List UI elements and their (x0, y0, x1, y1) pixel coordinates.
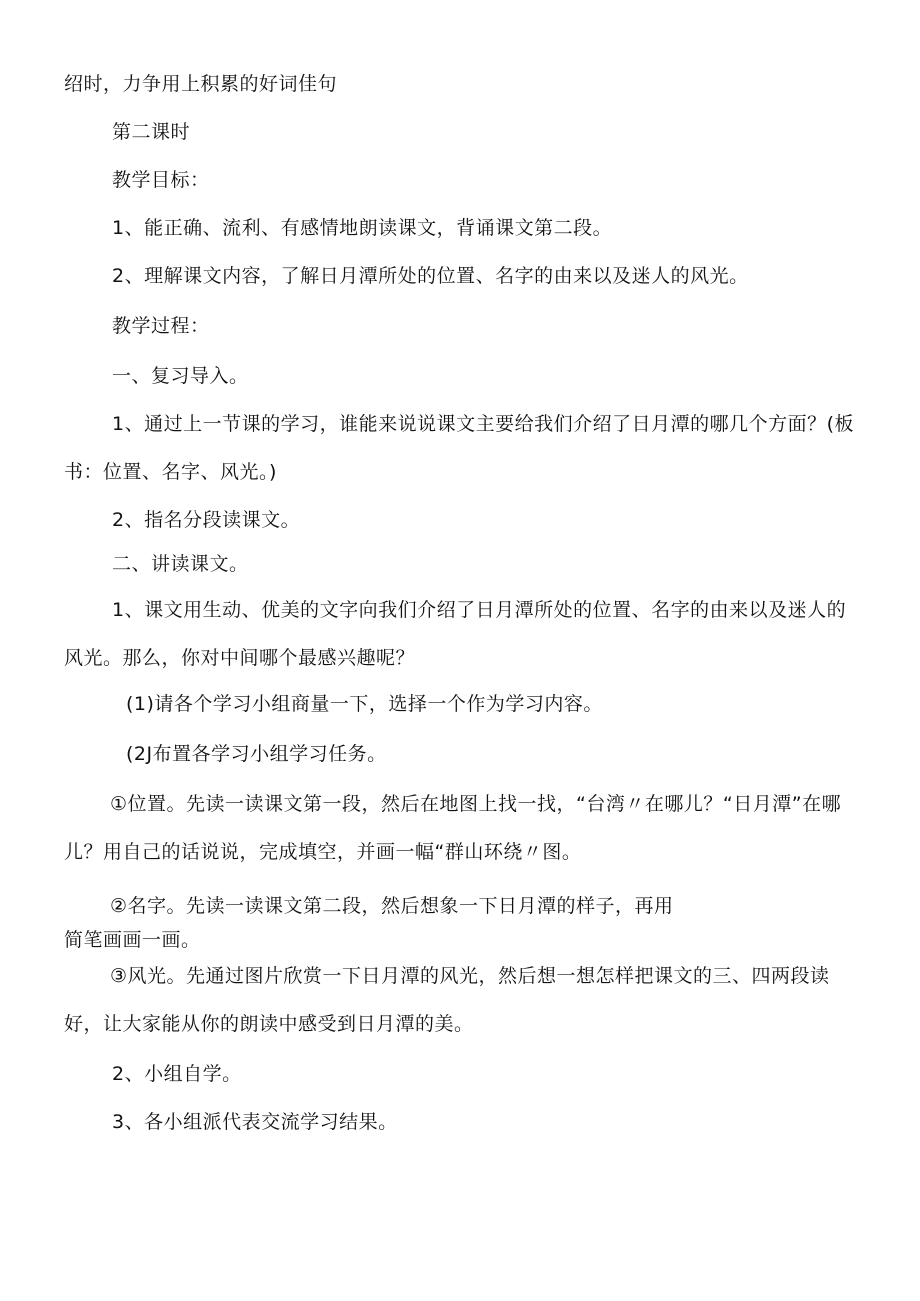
step-heading-reading: 二、讲读课文。 (112, 553, 249, 575)
task-name-line-2: 简笔画画一画。 (64, 929, 201, 951)
task-name-line-1: ②名字。先读一读课文第二段，然后想象一下日月潭的样子，再用 (110, 895, 674, 917)
sub-item-2: (2J布置各学习小组学习任务。 (126, 743, 387, 765)
reading-item-1: 1、课文用生动、优美的文字向我们介绍了日月潭所处的位置、名字的由来以及迷人的风光。那么，你对中间哪个最感兴趣呢？ (64, 599, 847, 669)
review-item-1: 1、通过上一节课的学习，谁能来说说课文主要给我们介绍了日月潭的哪几个方面？(板书：位置、名字、风光。) (64, 413, 855, 483)
heading-teaching-process: 教学过程： (112, 315, 210, 337)
task-scenery: ③风光。先通过图片欣赏一下日月潭的风光，然后想一想怎样把课文的三、四两段读好，让大家能从你的朗读中感受到日月潭的美。 (64, 965, 830, 1035)
text-line-continuation: 绍时，力争用上积累的好词佳句 (64, 73, 338, 95)
heading-teaching-goals: 教学目标： (112, 169, 210, 191)
sub-item-1: (1)请各个学习小组商量一下，选择一个作为学习内容。 (126, 693, 603, 715)
reading-item-3: 3、各小组派代表交流学习结果。 (112, 1111, 398, 1133)
goal-item-1: 1、能正确、流利、有感情地朗读课文，背诵课文第二段。 (112, 217, 613, 239)
review-item-2: 2、指名分段读课文。 (112, 509, 301, 531)
section-title-second-lesson: 第二课时 (112, 121, 191, 143)
step-heading-review: 一、复习导入。 (112, 365, 249, 387)
goal-item-2: 2、理解课文内容，了解日月潭所处的位置、名字的由来以及迷人的风光。 (112, 265, 749, 287)
task-location: ①位置。先读一读课文第一段，然后在地图上找一找，“台湾〃在哪儿？“日月潭”在哪儿？用自己的话说说，完成填空，并画一幅“群山环绕〃图。 (64, 793, 842, 863)
reading-item-2: 2、小组自学。 (112, 1063, 242, 1085)
